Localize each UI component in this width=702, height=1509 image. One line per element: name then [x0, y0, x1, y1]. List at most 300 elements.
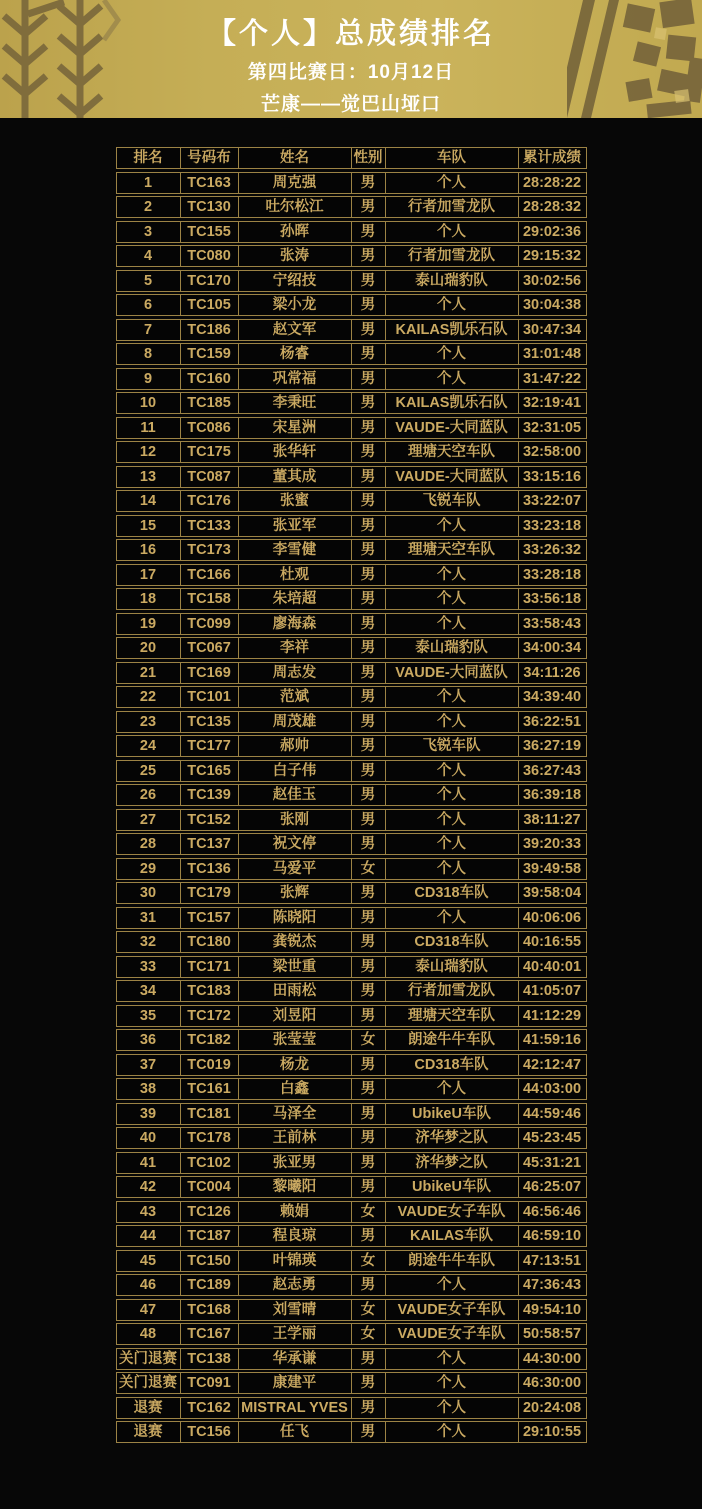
result-cell: 41:05:07 [522, 983, 582, 999]
table-row [116, 882, 587, 904]
bib-cell: TC102 [181, 1153, 239, 1173]
name-cell: 康建平 [239, 1373, 352, 1393]
team-cell: CD318车队 [386, 932, 519, 952]
name-cell: 李雪健 [239, 540, 352, 560]
name-cell: 廖海森 [239, 614, 352, 634]
bib-cell: TC163 [181, 173, 239, 193]
result-cell: 33:56:18 [522, 591, 582, 607]
gender-cell: 男 [352, 1055, 386, 1075]
team-cell: 个人 [386, 687, 519, 707]
rank-cell: 48 [117, 1324, 181, 1344]
header-cell-rank: 排名 [117, 148, 181, 168]
header-cell-gender: 性别 [352, 148, 386, 168]
gender-cell: 男 [352, 222, 386, 242]
bib-cell: TC181 [181, 1104, 239, 1124]
table-row [116, 417, 587, 439]
table-row [116, 735, 587, 757]
table-row [116, 221, 587, 243]
rank-cell: 退赛 [117, 1422, 181, 1442]
bib-cell: TC177 [181, 736, 239, 756]
table-row [116, 1323, 587, 1345]
result-cell: 40:06:06 [522, 909, 582, 926]
name-cell: 田雨松 [239, 981, 352, 1001]
team-cell: 个人 [386, 785, 519, 805]
rank-cell: 35 [117, 1006, 181, 1026]
rank-cell: 8 [117, 344, 181, 364]
result-cell: 33:15:16 [522, 468, 582, 485]
rank-cell: 11 [117, 418, 181, 438]
bib-cell: TC130 [181, 197, 239, 217]
bib-cell: TC162 [181, 1398, 239, 1418]
bib-cell: TC126 [181, 1202, 239, 1222]
result-cell: 46:56:46 [522, 1203, 582, 1220]
bib-cell: TC160 [181, 369, 239, 389]
team-cell: 理塘天空车队 [386, 1006, 519, 1026]
result-cell: 45:31:21 [522, 1154, 582, 1171]
bib-cell: TC101 [181, 687, 239, 707]
header-cell-name: 姓名 [239, 148, 352, 168]
rank-cell: 28 [117, 834, 181, 854]
team-cell: 飞锐车队 [386, 736, 519, 756]
results-table [116, 147, 587, 1443]
bib-cell: TC170 [181, 271, 239, 291]
rank-cell: 32 [117, 932, 181, 952]
bib-cell: TC157 [181, 908, 239, 928]
gender-cell: 男 [352, 246, 386, 266]
team-cell: 理塘天空车队 [386, 540, 519, 560]
result-cell: 44:59:46 [522, 1105, 582, 1122]
result-cell: 44:30:00 [522, 1350, 582, 1367]
team-cell: VAUDE-大同蓝队 [386, 663, 519, 683]
rank-cell: 34 [117, 981, 181, 1001]
team-cell: 个人 [386, 810, 519, 830]
table-row [116, 368, 587, 390]
table-row [116, 1372, 587, 1394]
bib-cell: TC091 [181, 1373, 239, 1393]
gender-cell: 男 [352, 785, 386, 805]
gender-cell: 女 [352, 1251, 386, 1271]
team-cell: 行者加雪龙队 [386, 981, 519, 1001]
result-cell: 31:01:48 [522, 346, 582, 362]
name-cell: 龚锐杰 [239, 932, 352, 952]
rank-cell: 29 [117, 859, 181, 879]
team-cell: 个人 [386, 761, 519, 781]
team-cell: 个人 [386, 369, 519, 389]
table-row [116, 711, 587, 733]
team-cell: 行者加雪龙队 [386, 197, 519, 217]
team-cell: 个人 [386, 565, 519, 585]
gender-cell: 男 [352, 1349, 386, 1369]
team-cell: KAILAS凯乐石队 [386, 320, 519, 340]
name-cell: 赵佳玉 [239, 785, 352, 805]
gender-cell: 男 [352, 393, 386, 413]
result-cell: 33:26:32 [522, 542, 582, 558]
result-cell: 29:02:36 [522, 223, 582, 240]
gender-cell: 男 [352, 1128, 386, 1148]
result-cell: 34:39:40 [522, 689, 582, 705]
name-cell: 张辉 [239, 883, 352, 903]
result-cell: 34:00:34 [522, 640, 582, 656]
name-cell: 张亚军 [239, 516, 352, 536]
result-cell: 33:23:18 [522, 517, 582, 534]
table-row [116, 1176, 587, 1198]
table-row [116, 809, 587, 831]
team-cell: 泰山瑞豹队 [386, 957, 519, 977]
table-row [116, 1152, 587, 1174]
bib-cell: TC155 [181, 222, 239, 242]
name-cell: 张华轩 [239, 442, 352, 462]
table-row [116, 1250, 587, 1272]
rank-cell: 46 [117, 1275, 181, 1295]
team-cell: 理塘天空车队 [386, 442, 519, 462]
bib-cell: TC183 [181, 981, 239, 1001]
rank-cell: 24 [117, 736, 181, 756]
name-cell: 王学丽 [239, 1324, 352, 1344]
result-cell: 39:58:04 [522, 885, 582, 901]
name-cell: 马爱平 [239, 859, 352, 879]
team-cell: VAUDE-大同蓝队 [386, 418, 519, 438]
bib-cell: TC189 [181, 1275, 239, 1295]
name-cell: 周克强 [239, 173, 352, 193]
result-cell: 30:04:38 [522, 297, 582, 313]
name-cell: 范斌 [239, 687, 352, 707]
name-cell: 宋星洲 [239, 418, 352, 438]
name-cell: 程良琼 [239, 1226, 352, 1246]
name-cell: 刘昱阳 [239, 1006, 352, 1026]
rank-cell: 关门退赛 [117, 1349, 181, 1369]
gender-cell: 男 [352, 295, 386, 315]
team-cell: 个人 [386, 1349, 519, 1369]
rank-cell: 9 [117, 369, 181, 389]
result-cell: 46:30:00 [522, 1375, 582, 1391]
table-row [116, 1103, 587, 1125]
gender-cell: 男 [352, 491, 386, 511]
rank-cell: 33 [117, 957, 181, 977]
rank-cell: 39 [117, 1104, 181, 1124]
table-row [116, 833, 587, 855]
name-cell: 李秉旺 [239, 393, 352, 413]
gender-cell: 男 [352, 1079, 386, 1099]
name-cell: 杨龙 [239, 1055, 352, 1075]
team-cell: 行者加雪龙队 [386, 246, 519, 266]
bib-cell: TC173 [181, 540, 239, 560]
table-row [116, 539, 587, 561]
bib-cell: TC105 [181, 295, 239, 315]
bib-cell: TC185 [181, 393, 239, 413]
name-cell: 梁世重 [239, 957, 352, 977]
name-cell: 周志发 [239, 663, 352, 683]
team-cell: 飞锐车队 [386, 491, 519, 511]
rank-cell: 21 [117, 663, 181, 683]
gender-cell: 男 [352, 271, 386, 291]
table-row [116, 196, 587, 218]
rank-cell: 12 [117, 442, 181, 462]
table-row [116, 588, 587, 610]
team-cell: 个人 [386, 1373, 519, 1393]
table-row [116, 662, 587, 684]
bib-cell: TC135 [181, 712, 239, 732]
gender-cell: 男 [352, 614, 386, 634]
result-cell: 30:47:34 [522, 321, 582, 338]
route-subtitle: 芒康——觉巴山垭口 [260, 94, 441, 115]
table-row [116, 1421, 587, 1443]
name-cell: 刘雪晴 [239, 1300, 352, 1320]
bib-cell: TC080 [181, 246, 239, 266]
bib-cell: TC180 [181, 932, 239, 952]
team-cell: VAUDE女子车队 [386, 1300, 519, 1320]
rank-cell: 47 [117, 1300, 181, 1320]
gender-cell: 女 [352, 1324, 386, 1344]
result-cell: 38:11:27 [523, 811, 581, 828]
team-cell: CD318车队 [386, 1055, 519, 1075]
result-cell: 33:22:07 [522, 493, 582, 509]
name-cell: MISTRAL YVES [239, 1398, 352, 1418]
result-cell: 36:22:51 [522, 713, 582, 730]
bib-cell: TC004 [181, 1177, 239, 1197]
bib-cell: TC150 [181, 1251, 239, 1271]
bib-cell: TC171 [181, 957, 239, 977]
table-row [116, 1078, 587, 1100]
table-row [116, 907, 587, 929]
gender-cell: 男 [352, 418, 386, 438]
gender-cell: 男 [352, 663, 386, 683]
gender-cell: 男 [352, 1006, 386, 1026]
result-cell: 36:39:18 [522, 787, 582, 803]
name-cell: 周茂雄 [239, 712, 352, 732]
result-cell: 50:58:57 [522, 1326, 582, 1342]
table-row [116, 564, 587, 586]
rank-cell: 15 [117, 516, 181, 536]
rank-cell: 20 [117, 638, 181, 658]
gender-cell: 男 [352, 761, 386, 781]
result-cell: 41:12:29 [522, 1007, 582, 1024]
gender-cell: 男 [352, 957, 386, 977]
name-cell: 张亚男 [239, 1153, 352, 1173]
gender-cell: 男 [352, 197, 386, 217]
name-cell: 宁绍技 [239, 271, 352, 291]
rank-cell: 16 [117, 540, 181, 560]
team-cell: 朗途牛牛车队 [386, 1251, 519, 1271]
bib-cell: TC167 [181, 1324, 239, 1344]
name-cell: 吐尔松江 [239, 197, 352, 217]
table-row [116, 466, 587, 488]
gender-cell: 女 [352, 1202, 386, 1222]
name-cell: 白鑫 [239, 1079, 352, 1099]
rank-cell: 3 [117, 222, 181, 242]
name-cell: 白子伟 [239, 761, 352, 781]
table-row [116, 613, 587, 635]
name-cell: 马泽全 [239, 1104, 352, 1124]
result-cell: 36:27:19 [522, 738, 582, 754]
name-cell: 祝文停 [239, 834, 352, 854]
table-row [116, 1029, 587, 1051]
bib-cell: TC186 [181, 320, 239, 340]
rank-cell: 关门退赛 [117, 1373, 181, 1393]
gender-cell: 男 [352, 1104, 386, 1124]
name-cell: 张涛 [239, 246, 352, 266]
gender-cell: 男 [352, 932, 386, 952]
team-cell: 泰山瑞豹队 [386, 638, 519, 658]
result-cell: 46:25:07 [522, 1179, 582, 1195]
name-cell: 赵文军 [239, 320, 352, 340]
gender-cell: 男 [352, 369, 386, 389]
table-row [116, 392, 587, 414]
table-row [116, 1201, 587, 1223]
rank-cell: 退赛 [117, 1398, 181, 1418]
team-cell: VAUDE-大同蓝队 [386, 467, 519, 487]
team-cell: CD318车队 [386, 883, 519, 903]
team-cell: KAILAS凯乐石队 [386, 393, 519, 413]
table-row [116, 980, 587, 1002]
result-cell: 46:59:10 [522, 1228, 582, 1244]
rank-cell: 42 [117, 1177, 181, 1197]
rank-cell: 36 [117, 1030, 181, 1050]
race-day-subtitle: 第四比赛日：10月12日 [247, 62, 455, 83]
bib-cell: TC099 [181, 614, 239, 634]
name-cell: 郝帅 [239, 736, 352, 756]
team-cell: 个人 [386, 222, 519, 242]
team-cell: UbikeU车队 [386, 1104, 519, 1124]
header-banner [0, 0, 702, 118]
team-cell: 个人 [386, 1275, 519, 1295]
bib-cell: TC067 [181, 638, 239, 658]
gender-cell: 男 [352, 638, 386, 658]
result-cell: 40:16:55 [522, 934, 582, 950]
name-cell: 任飞 [239, 1422, 352, 1442]
result-cell: 20:24:08 [522, 1399, 582, 1416]
team-cell: VAUDE女子车队 [386, 1324, 519, 1344]
gender-cell: 男 [352, 589, 386, 609]
rank-cell: 41 [117, 1153, 181, 1173]
table-row [116, 1054, 587, 1076]
table-row [116, 172, 587, 194]
gender-cell: 男 [352, 540, 386, 560]
header-cell-result: 累计成绩 [523, 150, 581, 166]
table-row [116, 1299, 587, 1321]
table-row [116, 1274, 587, 1296]
rank-cell: 13 [117, 467, 181, 487]
team-cell: KAILAS车队 [386, 1226, 519, 1246]
bib-cell: TC152 [181, 810, 239, 830]
result-cell: 47:13:51 [522, 1252, 582, 1269]
name-cell: 赖娟 [239, 1202, 352, 1222]
rank-cell: 5 [117, 271, 181, 291]
rank-cell: 19 [117, 614, 181, 634]
rank-cell: 31 [117, 908, 181, 928]
bib-cell: TC019 [181, 1055, 239, 1075]
team-cell: 个人 [386, 173, 519, 193]
gender-cell: 男 [352, 1177, 386, 1197]
rank-cell: 45 [117, 1251, 181, 1271]
bib-cell: TC139 [181, 785, 239, 805]
team-cell: 个人 [386, 834, 519, 854]
bib-cell: TC086 [181, 418, 239, 438]
result-cell: 36:27:43 [522, 762, 582, 779]
result-cell: 32:58:00 [522, 444, 582, 460]
result-cell: 29:15:32 [522, 248, 582, 264]
rank-cell: 37 [117, 1055, 181, 1075]
table-row [116, 343, 587, 365]
rank-cell: 4 [117, 246, 181, 266]
gender-cell: 男 [352, 883, 386, 903]
gender-cell: 女 [352, 1030, 386, 1050]
result-cell: 44:03:00 [522, 1081, 582, 1097]
table-row [116, 1348, 587, 1370]
gender-cell: 男 [352, 736, 386, 756]
name-cell: 朱培超 [239, 589, 352, 609]
gender-cell: 男 [352, 981, 386, 1001]
team-cell: 个人 [386, 1422, 519, 1442]
gender-cell: 男 [352, 1226, 386, 1246]
result-cell: 41:59:16 [522, 1032, 582, 1048]
result-cell: 34:11:26 [523, 664, 581, 681]
name-cell: 李祥 [239, 638, 352, 658]
team-cell: 个人 [386, 516, 519, 536]
bib-cell: TC156 [181, 1422, 239, 1442]
bib-cell: TC136 [181, 859, 239, 879]
rank-cell: 43 [117, 1202, 181, 1222]
rank-cell: 25 [117, 761, 181, 781]
result-cell: 47:36:43 [522, 1277, 582, 1293]
rank-cell: 22 [117, 687, 181, 707]
team-cell: 个人 [386, 859, 519, 879]
gender-cell: 男 [352, 565, 386, 585]
team-cell: 个人 [386, 344, 519, 364]
table-row [116, 319, 587, 341]
bib-cell: TC137 [181, 834, 239, 854]
result-cell: 33:58:43 [522, 615, 582, 632]
bib-cell: TC187 [181, 1226, 239, 1246]
banner-text-block [0, 0, 702, 118]
rank-cell: 1 [117, 173, 181, 193]
bib-cell: TC172 [181, 1006, 239, 1026]
gender-cell: 男 [352, 908, 386, 928]
bib-cell: TC176 [181, 491, 239, 511]
gender-cell: 男 [352, 344, 386, 364]
table-row [116, 1005, 587, 1027]
name-cell: 巩常福 [239, 369, 352, 389]
name-cell: 梁小龙 [239, 295, 352, 315]
name-cell: 杨睿 [239, 344, 352, 364]
team-cell: VAUDE女子车队 [386, 1202, 519, 1222]
rank-cell: 44 [117, 1226, 181, 1246]
rank-cell: 27 [117, 810, 181, 830]
table-row [116, 956, 587, 978]
gender-cell: 男 [352, 516, 386, 536]
name-cell: 张刚 [239, 810, 352, 830]
header-cell-bib: 号码布 [181, 148, 239, 168]
result-cell: 33:28:18 [522, 566, 582, 583]
team-cell: 个人 [386, 614, 519, 634]
gender-cell: 男 [352, 320, 386, 340]
result-cell: 39:49:58 [522, 860, 582, 877]
team-cell: 泰山瑞豹队 [386, 271, 519, 291]
rank-cell: 7 [117, 320, 181, 340]
rank-cell: 18 [117, 589, 181, 609]
team-cell: 个人 [386, 589, 519, 609]
gender-cell: 男 [352, 687, 386, 707]
result-cell: 42:12:47 [522, 1056, 582, 1073]
team-cell: 济华梦之队 [386, 1128, 519, 1148]
gender-cell: 男 [352, 442, 386, 462]
bib-cell: TC087 [181, 467, 239, 487]
gender-cell: 男 [352, 834, 386, 854]
table-row [116, 515, 587, 537]
table-row [116, 294, 587, 316]
table-row [116, 637, 587, 659]
name-cell: 张蜜 [239, 491, 352, 511]
name-cell: 华承谦 [239, 1349, 352, 1369]
